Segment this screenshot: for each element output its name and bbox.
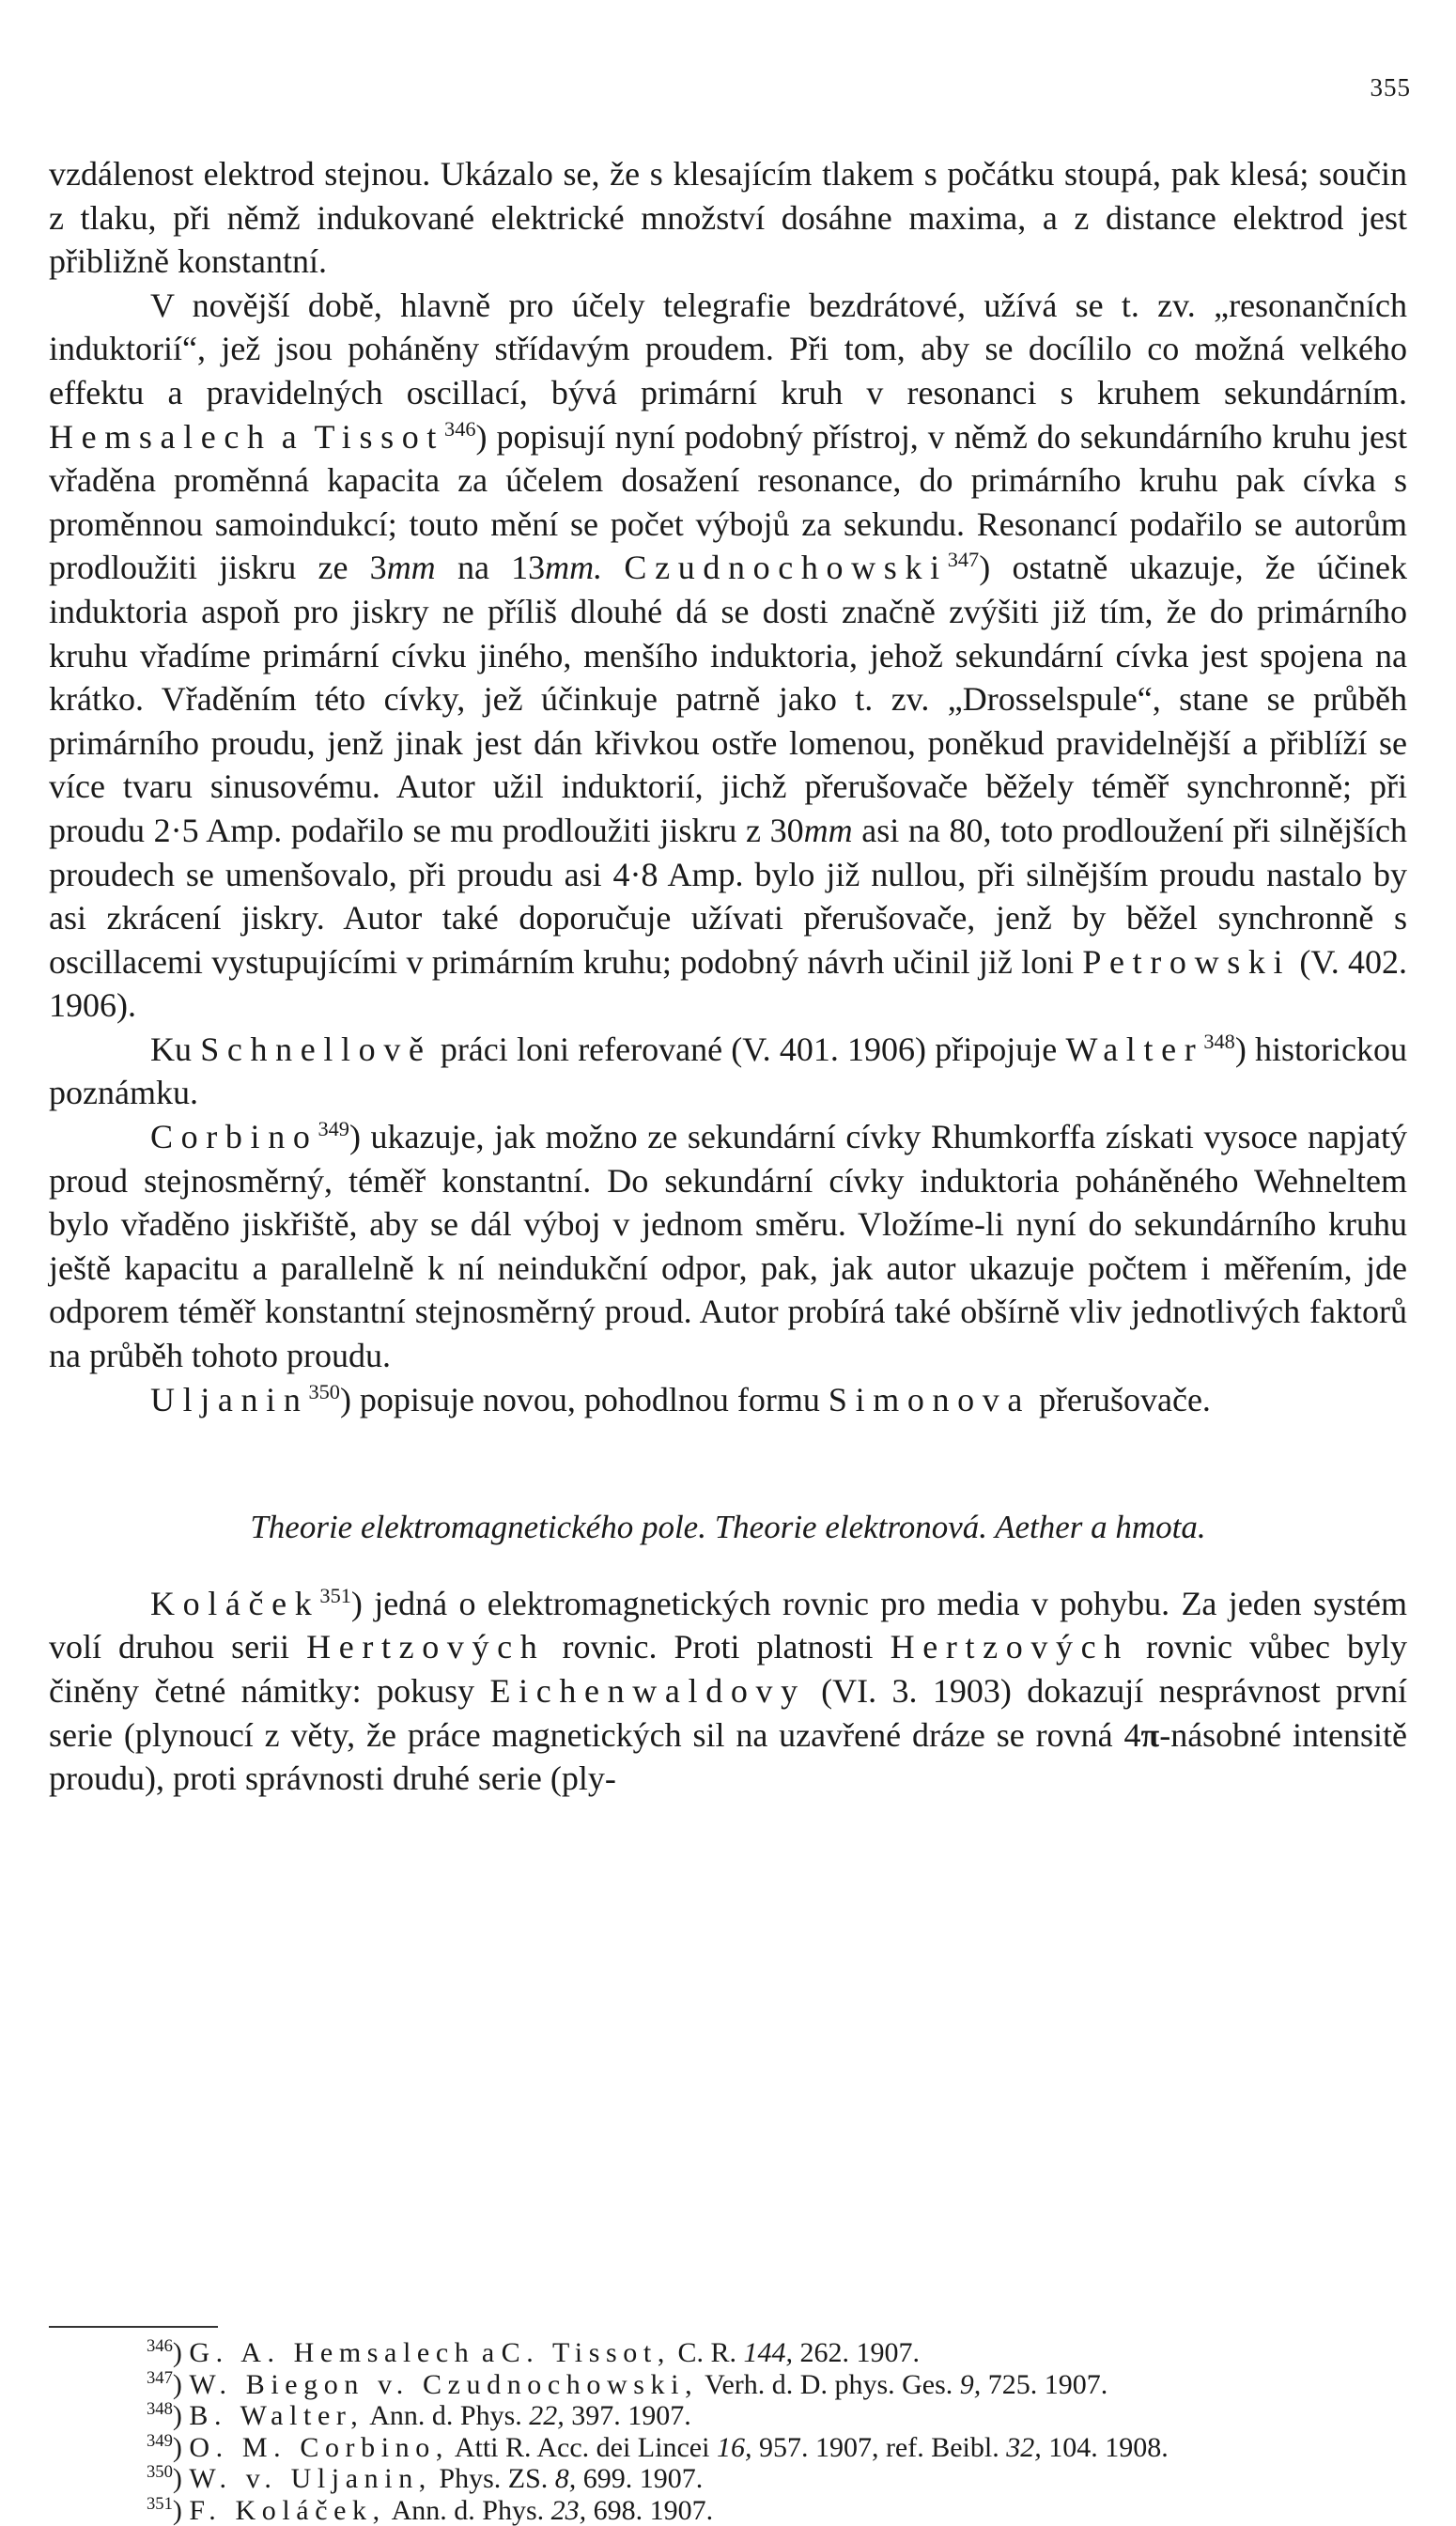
author-hertz-2: Hertzových	[891, 1628, 1129, 1666]
footnote-ref-347[interactable]: 347	[948, 548, 979, 571]
paragraph-1: vzdálenost elektrod stejnou. Ukázalo se, že s klesajícím tlakem s počátku stoupá, pak klesá; součin z tlaku, při němž indukované elektrické množství dosáhne maxima, a z distance elektrod jest přibližně konstantní.	[49, 152, 1407, 284]
footnote-ref-350[interactable]: 350	[308, 1380, 339, 1403]
author-eichenwald: Eichenwaldovy	[490, 1672, 806, 1710]
main-text	[49, 152, 1407, 1801]
footnote-divider	[49, 2326, 218, 2328]
footnote-347: $^{347}$) W. Biegon v. Czudnochowski, Verh. d. D. phys. Ges. 9, 725. 1907.	[49, 2369, 1407, 2401]
author-petrowski: Petrowski	[1082, 943, 1291, 981]
paragraph-6: Koláček$^{351}$) jedná o elektromagnetických rovnic pro media v pohybu. Za jeden systém volí druhou serii Hertzových rovnic. Proti platnosti Hertzových rovnic vůbec byly činěny četné námitky: pokusy Eichenwaldovy (VI. 3. 1903) dokazují nesprávnost první serie (plynoucí z věty, že práce magnetických sil na uzavřené dráze se rovná 4π-násobné intensitě proudu), proti správnosti druhé serie (ply-	[49, 1582, 1407, 1801]
paragraph-3: Ku Schnellově práci loni referované (V. 401. 1906) připojuje Walter$^{348}$) historickou poznámku.	[49, 1028, 1407, 1115]
footnote-ref-346[interactable]: 346	[444, 417, 475, 441]
author-uljanin: Uljanin	[150, 1381, 308, 1418]
paragraph-5: Uljanin$^{350}$) popisuje novou, pohodlnou formu Simonova přerušovače.	[49, 1378, 1407, 1422]
footnote-349: $^{349}$) O. M. Corbino, Atti R. Acc. dei Lincei 16, 957. 1907, ref. Beibl. 32, 104. 1908.	[49, 2432, 1407, 2464]
author-schnell: Schnellově	[200, 1031, 431, 1068]
page-number: 355	[1371, 73, 1412, 102]
footnote-348: $^{348}$) B. Walter, Ann. d. Phys. 22, 397. 1907.	[49, 2400, 1407, 2432]
author-tissot: Tissot	[314, 418, 444, 456]
footnote-ref-348[interactable]: 348	[1203, 1030, 1234, 1053]
author-walter: Walter	[1065, 1031, 1203, 1068]
author-simonov: Simonova	[829, 1381, 1030, 1418]
footnote-351: $^{351}$) F. Koláček, Ann. d. Phys. 23, 698. 1907.	[49, 2495, 1407, 2526]
footnote-ref-351[interactable]: 351	[319, 1584, 350, 1607]
paragraph-4: Corbino$^{349}$) ukazuje, jak možno ze sekundární cívky Rhumkorffa získati vysoce napjatý proud stejnosměrný, téměř konstantní. Do sekundární cívky induktoria poháněného Wehneltem bylo vřaděno jiskřiště, aby se dál výboj v jednom směru. Vložíme-li nyní do sekundárního kruhu ještě kapacitu a parallelně k ní neindukční odpor, pak, jak autor ukazuje počtem i měřením, jde odporem téměř konstantní stejnosměrný proud. Autor probírá také obšírně vliv jednotlivých faktorů na průběh tohoto proudu.	[49, 1115, 1407, 1378]
footnote-346: $^{346}$) G. A. Hemsalech a C. Tissot, C. R. 144, 262. 1907.	[49, 2337, 1407, 2369]
section-heading: Theorie elektromagnetického pole. Theorie elektronová. Aether a hmota.	[49, 1506, 1407, 1550]
footnote-350: $^{350}$) W. v. Uljanin, Phys. ZS. 8, 699. 1907.	[49, 2463, 1407, 2495]
author-hertz-1: Hertzových	[306, 1628, 545, 1666]
paragraph-2: V novější době, hlavně pro účely telegrafie bezdrátové, užívá se t. zv. „resonančních induktorií“, jež jsou poháněny střídavým proudem. Při tom, aby se docílilo co možná velkého effektu a pravidelných oscillací, bývá primární kruh v resonanci s kruhem sekundárním. Hemsalech a Tissot$^{346}$) popisují nyní podobný přístroj, v němž do sekundárního kruhu jest vřaděna proměnná kapacita za účelem dosažení resonance, do primárního kruhu pak cívka s proměnnou samoindukcí; touto mění se počet výbojů za sekundu. Resonancí podařilo se autorům prodloužiti jiskru ze 3mm na 13mm. Czudnochowski$^{347}$) ostatně ukazuje, že účinek induktoria aspoň pro jiskry ne příliš dlouhé dá se dosti značně zvýšiti již tím, že do primárního kruhu vřadíme primární cívku jiného, menšího induktoria, jehož sekundární cívka jest spojena na krátko. Vřaděním této cívky, jež účinkuje patrně jako t. zv. „Drosselspule“, stane se průběh primárního proudu, jenž jinak jest dán křivkou ostře lomenou, poněkud pravidelnější a přiblíží se více tvaru sinusovému. Autor užil induktorií, jichž přerušovače běžely téměř synchronně; při proudu 2·5 Amp. podařilo se mu prodloužiti jiskru z 30mm asi na 80, toto prodloužení při silnějších proudech se umenšovalo, při proudu asi 4·8 Amp. bylo již nullou, při silnějším proudu nastalo by asi zkrácení jiskry. Autor také doporučuje užívati přerušovače, jenž by běžel synchronně s oscillacemi vystupujícími v primárním kruhu; podobný návrh učinil již loni Petrowski (V. 402. 1906).	[49, 284, 1407, 1028]
author-hemsalech: Hemsalech	[49, 418, 272, 456]
footnote-ref-349[interactable]: 349	[318, 1117, 349, 1140]
author-corbino: Corbino	[150, 1118, 318, 1155]
footnotes	[49, 2337, 1407, 2526]
author-kolacek: Koláček	[150, 1585, 319, 1622]
author-czudnochowski: Czudnochowski	[624, 549, 947, 586]
